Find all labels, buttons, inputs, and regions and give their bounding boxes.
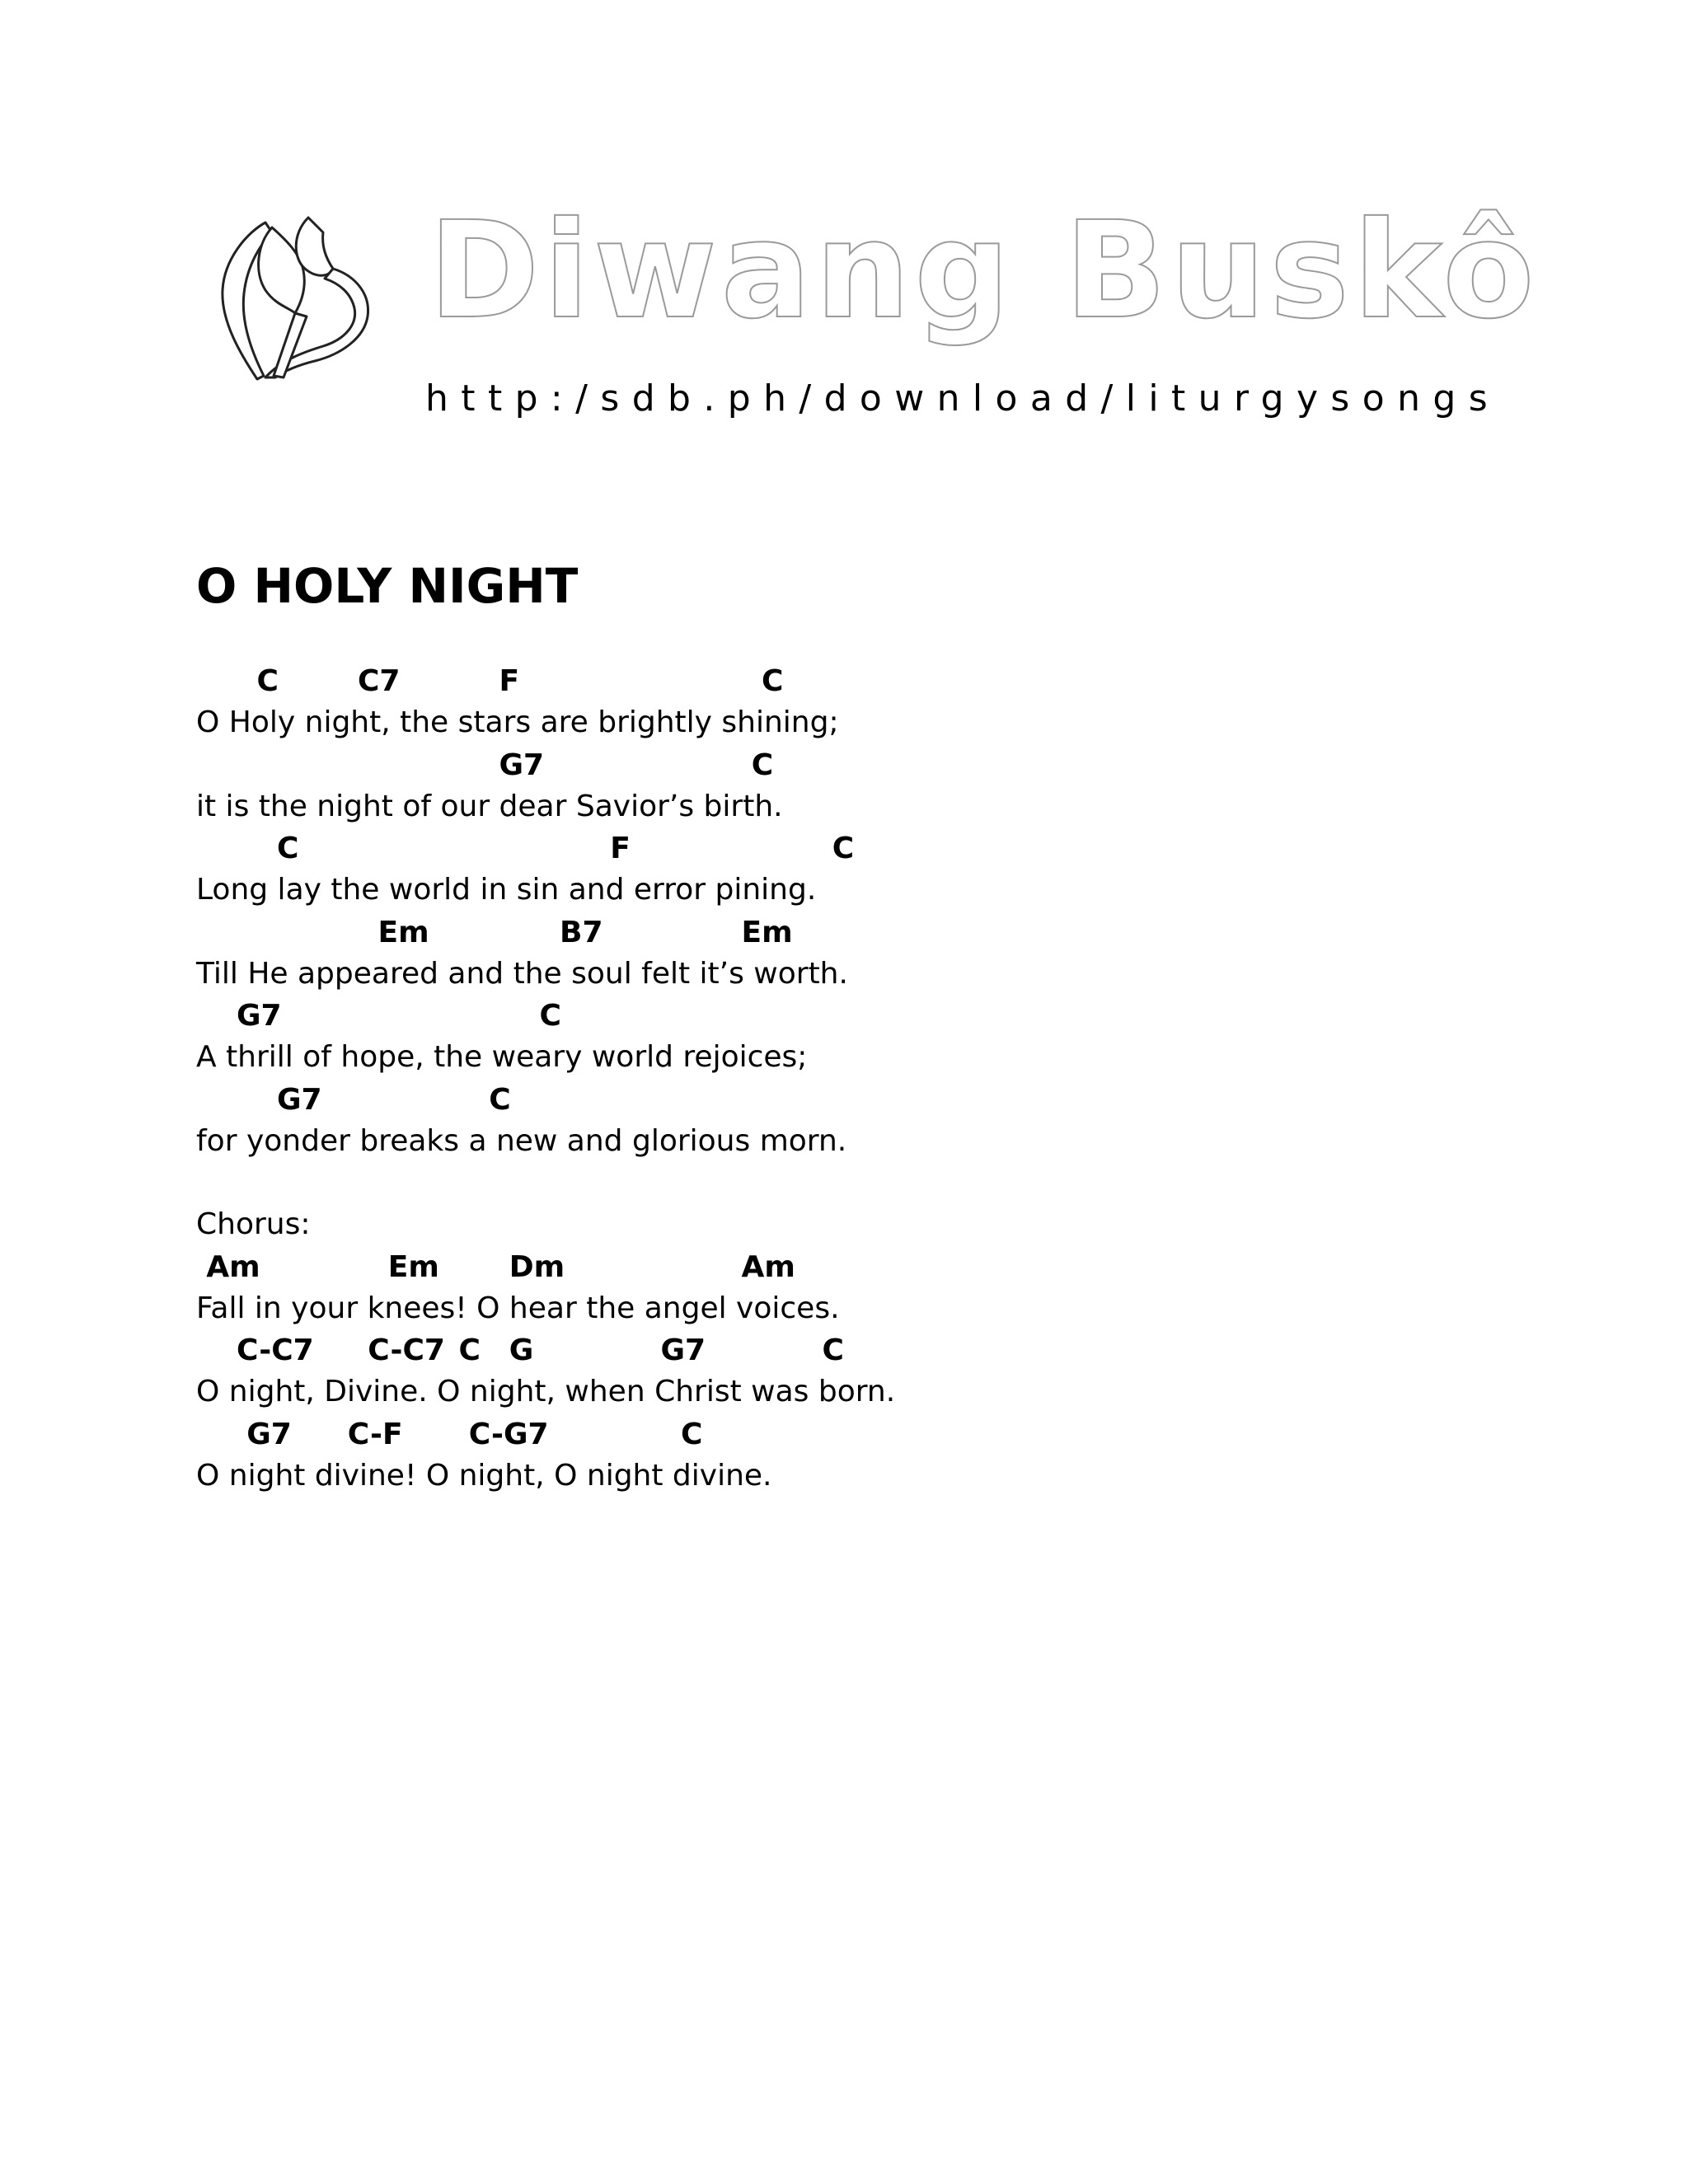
chord: C bbox=[832, 832, 855, 865]
chord: G7 bbox=[660, 1333, 706, 1367]
chord: Em bbox=[377, 915, 429, 949]
chorus-line bbox=[196, 1333, 1432, 1417]
lyric-line: Long lay the world in sin and error pining. bbox=[196, 873, 817, 907]
section-gap bbox=[196, 1165, 1432, 1249]
verse-line bbox=[196, 748, 1432, 832]
lyric-line: O Holy night, the stars are brightly shining; bbox=[196, 705, 839, 739]
chord: C7 bbox=[358, 664, 401, 698]
lyric-line: Till He appeared and the soul felt it’s worth. bbox=[196, 956, 848, 991]
chord-line bbox=[196, 915, 1432, 951]
chord: B7 bbox=[560, 915, 603, 949]
chord: C bbox=[762, 664, 784, 698]
chord: F bbox=[499, 664, 520, 698]
chord: C bbox=[256, 664, 279, 698]
verse-line bbox=[196, 663, 1432, 748]
chord-line bbox=[196, 1082, 1432, 1118]
verse-line bbox=[196, 1082, 1432, 1166]
chorus-line bbox=[196, 1249, 1432, 1333]
lyric-line: for yonder breaks a new and glorious morn. bbox=[196, 1123, 847, 1158]
chord: C bbox=[751, 748, 774, 782]
chord-line bbox=[196, 1417, 1432, 1453]
chord-line bbox=[196, 998, 1432, 1034]
lyric-line: O night divine! O night, O night divine. bbox=[196, 1458, 772, 1493]
chord-line bbox=[196, 1333, 1432, 1369]
song-body bbox=[196, 663, 1432, 1500]
chord: C-C7 bbox=[237, 1333, 314, 1367]
chord: G bbox=[509, 1333, 534, 1367]
chord: C-C7 bbox=[368, 1333, 445, 1367]
brand-wordmark: Diwang Buskô bbox=[429, 194, 1539, 349]
verse-line bbox=[196, 915, 1432, 999]
chord: C bbox=[822, 1333, 844, 1367]
chord: Em bbox=[387, 1249, 439, 1284]
verse-line bbox=[196, 998, 1432, 1082]
chord: F bbox=[610, 832, 631, 865]
chord: G7 bbox=[237, 999, 282, 1033]
chord: C bbox=[277, 832, 299, 865]
chord: C bbox=[489, 1082, 511, 1117]
chord: Dm bbox=[509, 1249, 565, 1284]
chord: Am bbox=[206, 1249, 260, 1284]
lyric-line: Fall in your knees! O hear the angel voices. bbox=[196, 1291, 840, 1325]
chord: C-G7 bbox=[468, 1417, 549, 1451]
song-title: O HOLY NIGHT bbox=[196, 558, 579, 614]
chord-line bbox=[196, 748, 1432, 784]
source-url: http:/sdb.ph/download/liturgysongs bbox=[425, 377, 1501, 419]
chord: Em bbox=[741, 915, 793, 949]
chord: G7 bbox=[277, 1082, 322, 1117]
chord: C bbox=[681, 1417, 703, 1451]
chord-line bbox=[196, 663, 1432, 700]
chord: C bbox=[539, 999, 561, 1033]
chord: G7 bbox=[499, 748, 545, 782]
chord: C-F bbox=[347, 1417, 403, 1451]
chorus-label: Chorus: bbox=[196, 1207, 311, 1241]
diwang-busko-logo-icon bbox=[216, 208, 389, 382]
verse-line bbox=[196, 831, 1432, 915]
chord-line bbox=[196, 831, 1432, 867]
chord: G7 bbox=[246, 1417, 292, 1451]
lyric-line: it is the night of our dear Savior’s birth. bbox=[196, 789, 783, 823]
chord-line bbox=[196, 1249, 1432, 1286]
chorus-line bbox=[196, 1417, 1432, 1501]
lyric-line: A thrill of hope, the weary world rejoices; bbox=[196, 1040, 808, 1074]
chord: C bbox=[458, 1333, 481, 1367]
lyric-line: O night, Divine. O night, when Christ was born. bbox=[196, 1375, 896, 1408]
chord: Am bbox=[741, 1249, 795, 1284]
